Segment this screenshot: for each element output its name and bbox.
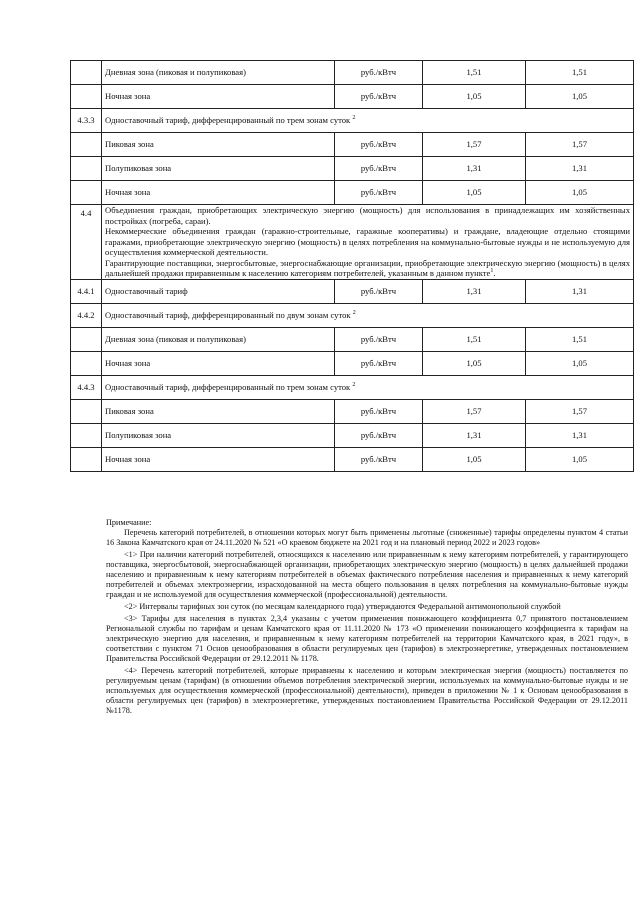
row-number: 4.4.3 (71, 375, 102, 399)
value-cell-2: 1,57 (526, 133, 634, 157)
unit-cell: руб./кВтч (335, 351, 423, 375)
unit-cell: руб./кВтч (335, 85, 423, 109)
section-row-4-4-3 (71, 375, 634, 399)
unit-cell: руб./кВтч (335, 423, 423, 447)
section-label: Одноставочный тариф, дифференцированный по двум зонам суток $^2$ (102, 303, 634, 327)
value-cell-1: 1,57 (423, 133, 526, 157)
row-label: Ночная зона (102, 181, 335, 205)
value-cell-2: 1,05 (526, 85, 634, 109)
value-cell-2: 1,31 (526, 423, 634, 447)
row-number: 4.4.1 (71, 279, 102, 303)
value-cell-2: 1,05 (526, 447, 634, 471)
value-cell-1: 1,05 (423, 447, 526, 471)
row-number: 4.3.3 (71, 109, 102, 133)
row-number (71, 399, 102, 423)
row-number: 4.4 (71, 205, 102, 280)
row-number (71, 133, 102, 157)
row-label: Ночная зона (102, 447, 335, 471)
unit-cell: руб./кВтч (335, 181, 423, 205)
row-number (71, 327, 102, 351)
unit-cell: руб./кВтч (335, 157, 423, 181)
row-number (71, 181, 102, 205)
table-row-4-4-1 (71, 279, 634, 303)
table-row (71, 157, 634, 181)
paragraph: Гарантирующие поставщики, энергосбытовые, энергоснабжающие организации, приобретающие электрическую энергию (мощность) в целях дальнейшей продажи приравненным к населению категориям потребителей, указанным в данном пункте$^1$. (105, 257, 630, 278)
row-number (71, 157, 102, 181)
note-2: <2> Интервалы тарифных зон суток (по месяцам календарного года) утверждаются Федеральной антимонопольной службой (124, 602, 561, 611)
notes-section (106, 518, 628, 718)
value-cell-2: 1,31 (526, 157, 634, 181)
tariff-table (70, 60, 634, 472)
table-row (71, 181, 634, 205)
notes-intro: Перечень категорий потребителей, в отношении которых могут быть применены льготные (сниженные) тарифы определены пунктом 4 статьи 16 Закона Камчатского края от 24.11.2020 № 521 «О краевом бюджете на 2021 год и на плановый период 2022 и 2023 годов» (106, 528, 628, 547)
value-cell-1: 1,51 (423, 327, 526, 351)
row-number (71, 61, 102, 85)
row-label: Ночная зона (102, 85, 335, 109)
table-row (71, 133, 634, 157)
paragraph: Объединения граждан, приобретающих электрическую энергию (мощность) для использования в принадлежащих им хозяйственных постройках (погреба, сараи). (105, 205, 630, 226)
paragraph: Некоммерческие объединения граждан (гаражно-строительные, гаражные кооперативы) и граждане, владеющие отдельно стоящими гаражами, приобретающие электрическую энергию (мощность) в целях потребления на коммунально-бытовые нужды и не используемую для осуществления коммерческой деятельности. (105, 226, 630, 257)
row-label: Пиковая зона (102, 133, 335, 157)
unit-cell: руб./кВтч (335, 447, 423, 471)
table-row (71, 327, 634, 351)
section-label: Одноставочный тариф, дифференцированный по трем зонам суток $^2$ (102, 109, 634, 133)
value-cell-2: 1,51 (526, 327, 634, 351)
table-row (71, 85, 634, 109)
note-4: <4> Перечень категорий потребителей, которые приравнены к населению и которым электрическая энергия (мощность) поставляется по регулируемым ценам (тарифам) (в отношении объемов потребления электрической энергии, используемых на коммунально-бытовые нужды и не используемых для осуществления коммерческой (профессиональной) деятельности), приведен в приложении № 1 к Основам ценообразования в области регулируемых цен (тарифов) в электроэнергетике, утвержденных постановлением Правительства Российской Федерации от 29.12.2011 №1178. (106, 666, 628, 715)
value-cell-1: 1,05 (423, 351, 526, 375)
table-row (71, 61, 634, 85)
value-cell-1: 1,31 (423, 157, 526, 181)
value-cell-1: 1,51 (423, 61, 526, 85)
row-number (71, 85, 102, 109)
row-label: Дневная зона (пиковая и полупиковая) (102, 327, 335, 351)
row-label: Полупиковая зона (102, 157, 335, 181)
value-cell-1: 1,05 (423, 85, 526, 109)
value-cell-1: 1,05 (423, 181, 526, 205)
unit-cell: руб./кВтч (335, 61, 423, 85)
row-label: Пиковая зона (102, 399, 335, 423)
unit-cell: руб./кВтч (335, 279, 423, 303)
section-label: Одноставочный тариф, дифференцированный по трем зонам суток $^2$ (102, 375, 634, 399)
unit-cell: руб./кВтч (335, 399, 423, 423)
value-cell-2: 1,51 (526, 61, 634, 85)
section-row-4-4 (71, 205, 634, 280)
row-label: Ночная зона (102, 351, 335, 375)
table-row (71, 447, 634, 471)
section-row-4-3-3 (71, 109, 634, 133)
value-cell-1: 1,31 (423, 279, 526, 303)
value-cell-2: 1,05 (526, 351, 634, 375)
table-row (71, 351, 634, 375)
value-cell-2: 1,31 (526, 279, 634, 303)
unit-cell: руб./кВтч (335, 133, 423, 157)
note-3: <3> Тарифы для населения в пунктах 2,3,4 указаны с учетом применения понижающего коэффициента 0,7 принятого постановлением Региональной службы по тарифам и ценам Камчатского края от 11.11.2020 № 173 «О применении понижающего коэффициента к тарифам на электрическую энергию для населения, и приравненным к нему категориям потребителей на территории Камчатского края, в 2021 году», в соответствии с пунктом 71 Основ ценообразования в области регулируемых цен (тарифов) в электроэнергетике, утвержденных постановлением Правительства Российской Федерации от 29.12.2011 № 1178. (106, 614, 628, 663)
note-1: <1> При наличии категорий потребителей, относящихся к населению или приравненным к нему категориям потребителей, у гарантирующего поставщика, энергосбытовой, энергоснабжающей организации, приобретающих электрическую энергию (мощность) в целях дальнейшей продажи населению и приравненным к нему категориям потребителей в объемах фактического потребления населения и приравненных к нему категорий потребителей и объемах электроэнергии, израсходованной на места общего пользования в целях потребления на коммунально-бытовые нужды граждан и не используемой для осуществления коммерческой (профессиональной) деятельности. (106, 550, 628, 599)
section-description (102, 205, 634, 280)
row-label: Дневная зона (пиковая и полупиковая) (102, 61, 335, 85)
notes-title: Примечание: (106, 518, 152, 527)
row-label: Полупиковая зона (102, 423, 335, 447)
value-cell-1: 1,57 (423, 399, 526, 423)
value-cell-2: 1,05 (526, 181, 634, 205)
row-number (71, 447, 102, 471)
unit-cell: руб./кВтч (335, 327, 423, 351)
row-number (71, 351, 102, 375)
value-cell-2: 1,57 (526, 399, 634, 423)
row-label: Одноставочный тариф (102, 279, 335, 303)
value-cell-1: 1,31 (423, 423, 526, 447)
row-number: 4.4.2 (71, 303, 102, 327)
section-row-4-4-2 (71, 303, 634, 327)
table-row (71, 399, 634, 423)
row-number (71, 423, 102, 447)
table-row (71, 423, 634, 447)
